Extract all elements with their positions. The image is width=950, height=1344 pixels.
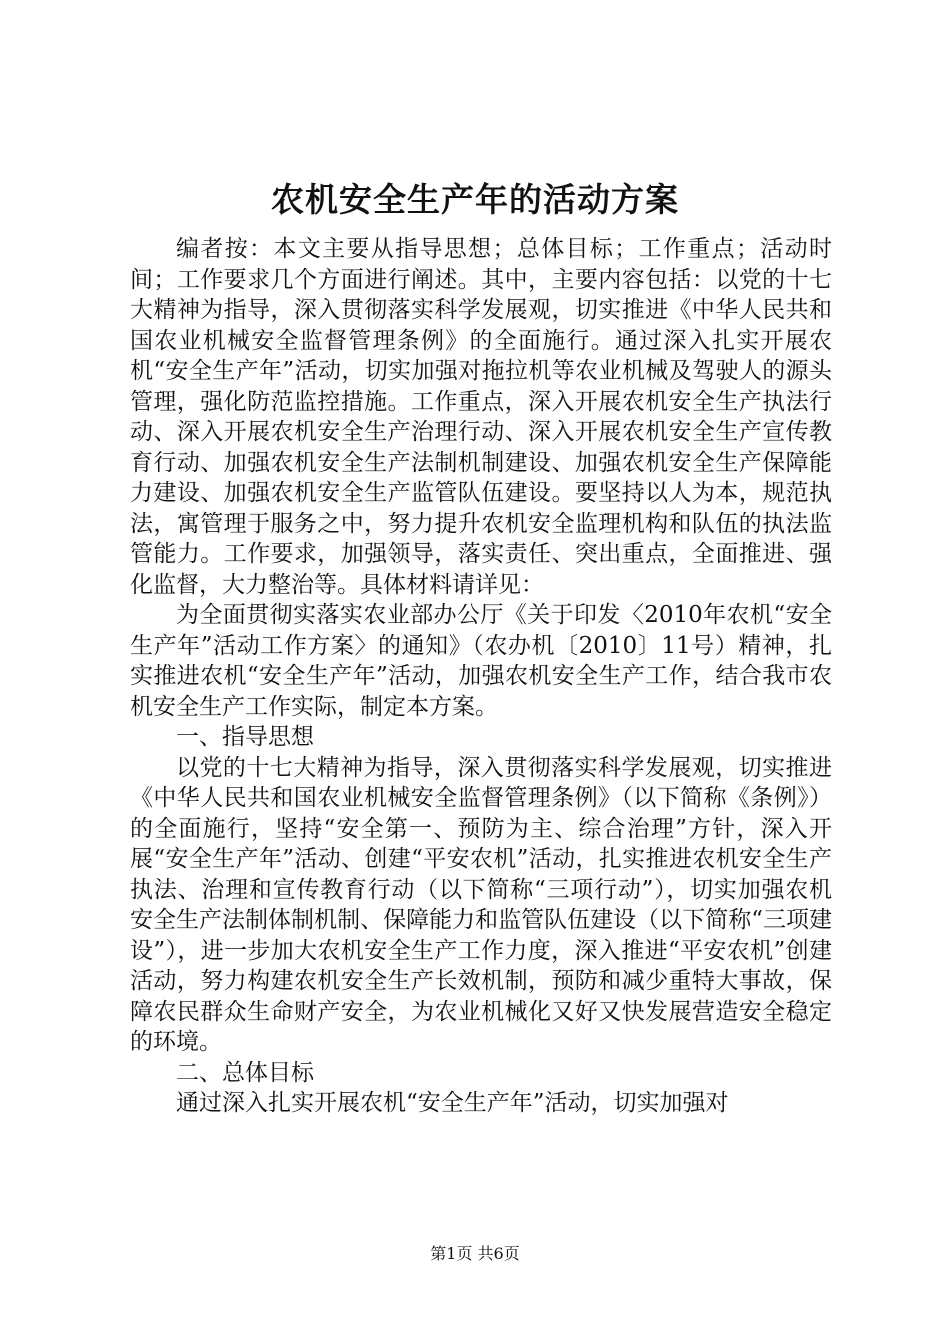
section-heading-overall-goal: 二、总体目标	[176, 1059, 314, 1086]
document-body	[130, 234, 832, 1119]
paragraph-intro: 为全面贯彻实落实农业部办公厅《关于印发〈2010年农机“安全生产年”活动工作方案〉的通知》（农办机〔2010〕11号）精神，扎实推进农机“安全生产年”活动，加强农机安全生产工作，结合我市农机安全生产工作实际，制定本方案。	[130, 602, 832, 720]
paragraph-overall-goal: 通过深入扎实开展农机“安全生产年”活动，切实加强对	[176, 1090, 729, 1116]
document-title: 农机安全生产年的活动方案	[271, 180, 679, 219]
page-footer: 第1页 共6页	[430, 1244, 520, 1263]
paragraph-editor-note: 编者按：本文主要从指导思想；总体目标；工作重点；活动时间；工作要求几个方面进行阐述。其中，主要内容包括：以党的十七大精神为指导，深入贯彻落实科学发展观，切实推进《中华人民共和国农业机械安全监督管理条例》的全面施行。通过深入扎实开展农机“安全生产年”活动，切实加强对拖拉机等农业机械及驾驶人的源头管理，强化防范监控措施。工作重点，深入开展农机安全生产执法行动、深入开展农机安全生产治理行动、深入开展农机安全生产宣传教育行动、加强农机安全生产法制机制建设、加强农机安全生产保障能力建设、加强农机安全生产监管队伍建设。要坚持以人为本，规范执法，寓管理于服务之中，努力提升农机安全监理机构和队伍的执法监管能力。工作要求，加强领导，落实责任、突出重点，全面推进、强化监督，大力整治等。具体材料请详见：	[130, 236, 832, 598]
section-heading-guiding-ideology: 一、指导思想	[176, 724, 314, 750]
paragraph-guiding-ideology: 以党的十七大精神为指导，深入贯彻落实科学发展观，切实推进《中华人民共和国农业机械安全监督管理条例》（以下简称《条例》）的全面施行，坚持“安全第一、预防为主、综合治理”方针，深入开展“安全生产年”活动、创建“平安农机”活动，扎实推进农机安全生产执法、治理和宣传教育行动（以下简称“三项行动”），切实加强农机安全生产法制体制机制、保障能力和监管队伍建设（以下简称“三项建设”），进一步加大农机安全生产工作力度，深入推进“平安农机”创建活动，努力构建农机安全生产长效机制，预防和减少重特大事故，保障农民群众生命财产安全，为农业机械化又好又快发展营造安全稳定的环境。	[130, 754, 832, 1055]
